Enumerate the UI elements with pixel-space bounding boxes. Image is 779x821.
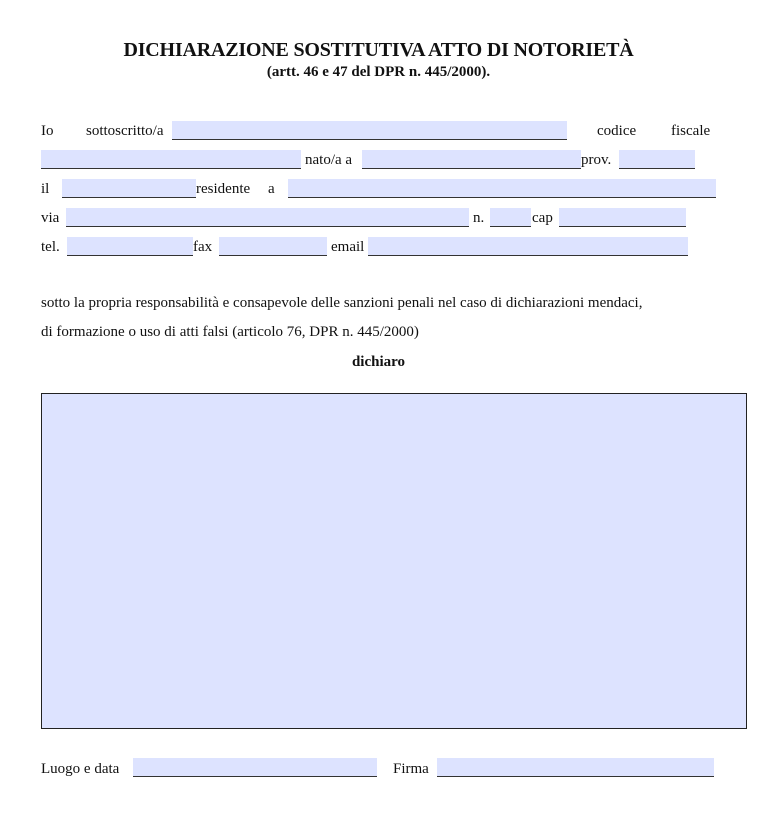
fax-label: fax xyxy=(193,239,213,255)
tel-field[interactable] xyxy=(67,237,193,256)
codice-fiscale-field[interactable] xyxy=(41,150,301,169)
document-title: DICHIARAZIONE SOSTITUTIVA ATTO DI NOTORIETÀ xyxy=(123,39,634,61)
fiscale-label: fiscale xyxy=(671,123,711,139)
il-label: il xyxy=(41,181,50,197)
email-field[interactable] xyxy=(368,237,688,256)
luogo-data-label: Luogo e data xyxy=(41,761,120,777)
prov-label: prov. xyxy=(581,152,612,168)
sottoscritto-label: sottoscritto/a xyxy=(86,123,164,139)
data-nascita-field[interactable] xyxy=(62,179,196,198)
via-field[interactable] xyxy=(66,208,469,227)
statement-line-2: di formazione o uso di atti falsi (articolo 76, DPR n. 445/2000) xyxy=(41,324,419,340)
nome-field[interactable] xyxy=(172,121,567,140)
tel-label: tel. xyxy=(41,239,60,255)
cap-label: cap xyxy=(532,210,553,226)
fax-field[interactable] xyxy=(219,237,327,256)
dichiarazione-textarea[interactable] xyxy=(41,393,747,729)
io-label: Io xyxy=(41,123,54,139)
nato-label: nato/a a xyxy=(305,152,353,168)
statement-line-1: sotto la propria responsabilità e consapevole delle sanzioni penali nel caso di dichiarazioni mendaci, xyxy=(41,295,643,311)
residenza-field[interactable] xyxy=(288,179,716,198)
numero-label: n. xyxy=(473,210,485,226)
a-label: a xyxy=(268,181,275,197)
numero-field[interactable] xyxy=(490,208,531,227)
firma-label: Firma xyxy=(393,761,429,777)
residente-label: residente xyxy=(196,181,251,197)
via-label: via xyxy=(41,210,60,226)
cap-field[interactable] xyxy=(559,208,686,227)
codice-label: codice xyxy=(597,123,637,139)
firma-field[interactable] xyxy=(437,758,714,777)
document-subtitle: (artt. 46 e 47 del DPR n. 445/2000). xyxy=(266,64,491,80)
email-label: email xyxy=(331,239,365,255)
prov-nascita-field[interactable] xyxy=(619,150,695,169)
dichiaro-heading: dichiaro xyxy=(351,354,406,370)
luogo-data-field[interactable] xyxy=(133,758,377,777)
luogo-nascita-field[interactable] xyxy=(362,150,581,169)
